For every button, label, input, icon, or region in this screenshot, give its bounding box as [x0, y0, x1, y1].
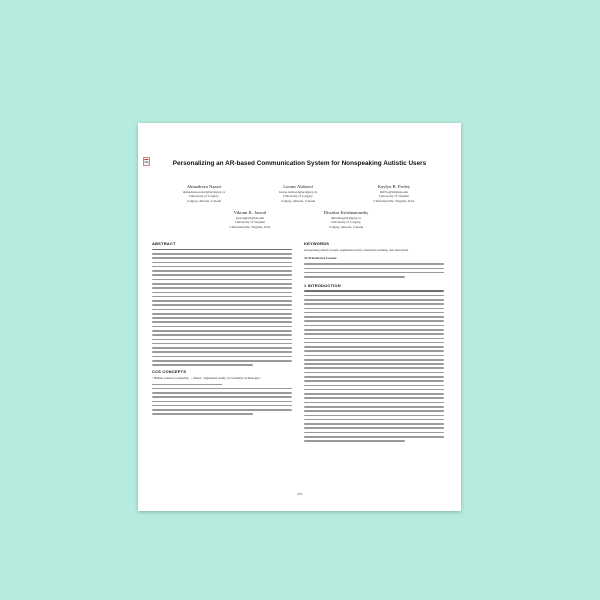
keywords-heading: KEYWORDS [304, 241, 330, 246]
author-card [202, 210, 298, 229]
author-card [250, 184, 346, 203]
author-email: jaswal@virginia.edu [235, 216, 264, 220]
author-affiliation: University of Virginia [379, 194, 409, 199]
author-location: Charlottesville, Virginia, USA [229, 224, 271, 229]
author-name: Diwakar Krishnamurthy [323, 210, 369, 215]
author-card [298, 210, 394, 229]
acm-reference-heading: ACM Reference Format: [304, 256, 338, 261]
author-name: Lorans Alabood [283, 184, 313, 189]
author-affiliation: University of Calgary [283, 194, 313, 199]
author-name: Kaylyn B. Feeley [377, 184, 411, 189]
acm-reference-body [304, 263, 444, 277]
paper-title: Personalizing an AR-based Communication System for Nonspeaking Autistic Users [172, 160, 427, 167]
author-location: Calgary, Alberta, Canada [186, 198, 222, 203]
footnote-divider [152, 384, 222, 385]
author-affiliation: University of Virginia [235, 220, 265, 225]
left-column [152, 241, 292, 418]
author-email: ahmadreza.nazari@ucalgary.ca [182, 190, 226, 194]
author-card [346, 184, 442, 203]
abstract-body [152, 249, 292, 366]
author-location: Calgary, Alberta, Canada [328, 224, 364, 229]
paper-page [138, 123, 461, 511]
page-number: 279 [296, 492, 303, 496]
author-email: dkrishna@ucalgary.ca [330, 216, 362, 220]
ccs-concepts-text: • Human-centered computing → Mixed / augmented reality; Accessibility technologies. [152, 375, 261, 380]
author-email: kbf5w@virginia.edu [379, 190, 408, 194]
author-email: lorans.alabood@ucalgary.ca [278, 190, 318, 194]
keywords-text: nonspeaking autistic people, augmented reality, alternative learning, user interaction [304, 248, 409, 252]
permission-footnote [152, 388, 292, 415]
ccs-concepts-heading: CCS CONCEPTS [152, 368, 187, 374]
right-column [304, 241, 444, 445]
author-name: Vikram K. Jaswal [233, 210, 267, 215]
author-affiliation: University of Calgary [331, 220, 361, 225]
author-name: Ahmadreza Nazari [186, 184, 222, 189]
open-access-badge-icon [143, 157, 150, 166]
author-location: Calgary, Alberta, Canada [280, 198, 316, 203]
author-card [156, 184, 252, 203]
author-location: Charlottesville, Virginia, USA [373, 198, 415, 203]
introduction-body [304, 290, 444, 441]
introduction-heading: 1 INTRODUCTION [304, 282, 341, 288]
author-affiliation: University of Calgary [189, 194, 219, 199]
abstract-heading: ABSTRACT [152, 241, 176, 246]
